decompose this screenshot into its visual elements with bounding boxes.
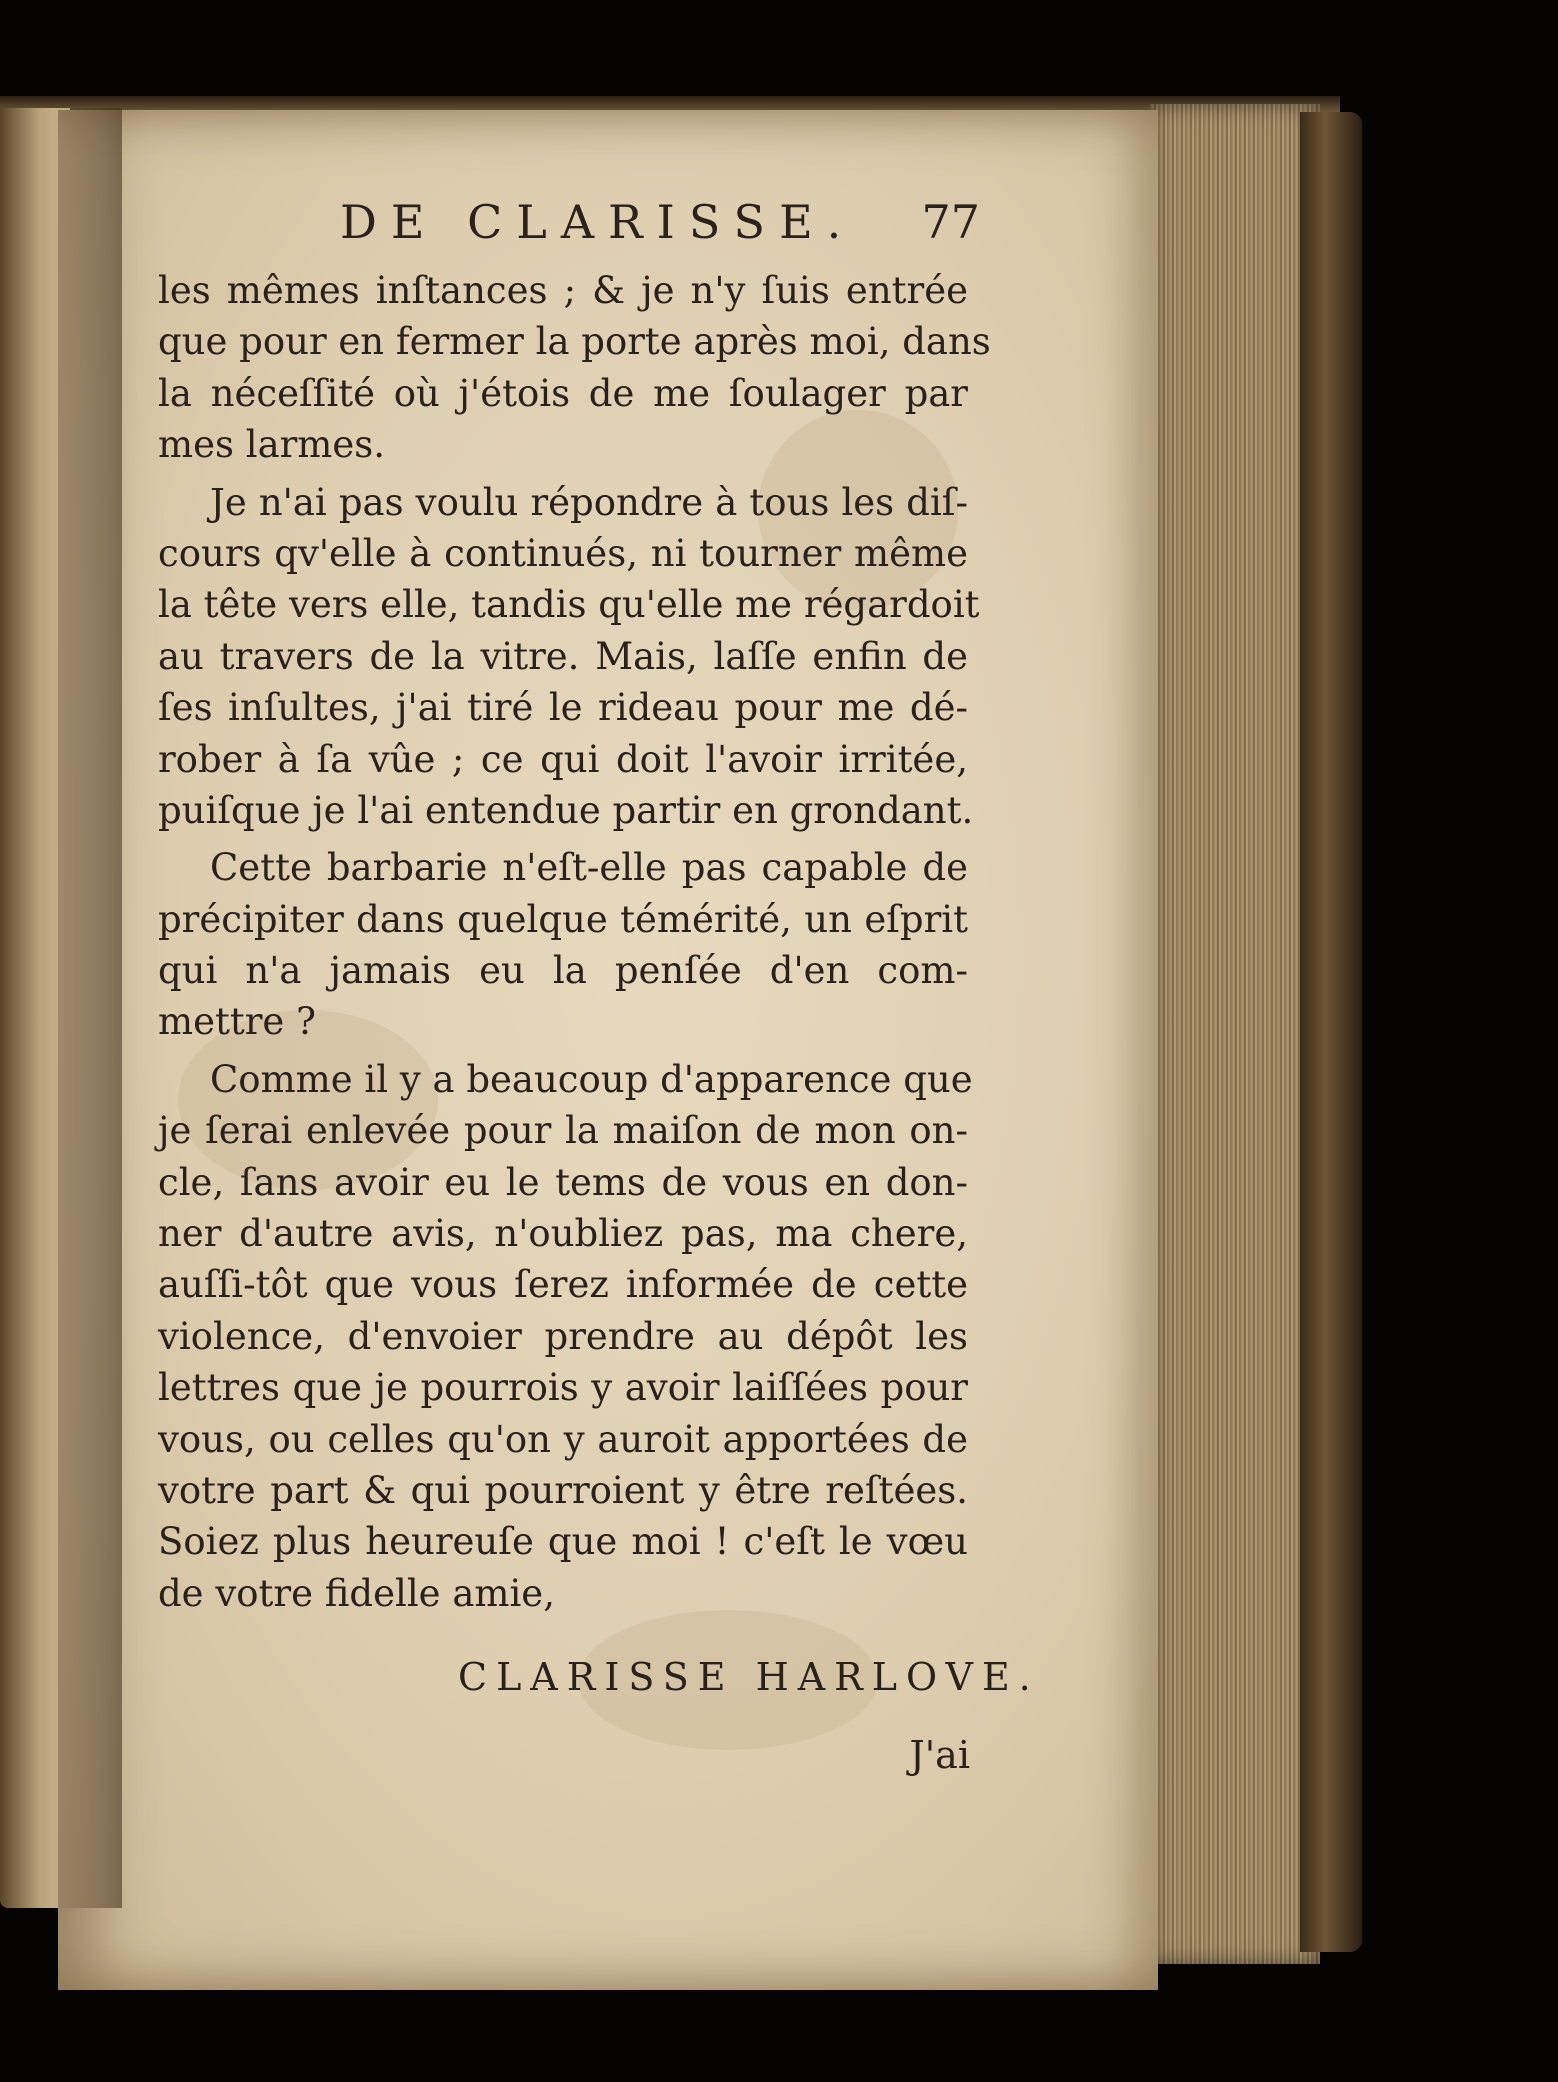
text-line: Je n'ai pas voulu répondre à tous les diſ- (210, 480, 968, 524)
text-line: Soiez plus heureuſe que moi ! c'eſt le vœu (158, 1520, 968, 1564)
text-line: les mêmes inſtances ; & je n'y ſuis entrée (158, 269, 968, 312)
paragraph (158, 265, 991, 471)
text-line: auſſi-tôt que vous ſerez informée de cette (158, 1263, 968, 1307)
text-line: Comme il y a beaucoup d'apparence que (210, 1057, 973, 1101)
text-line: ner d'autre avis, n'oubliez pas, ma chere, (158, 1212, 968, 1256)
text-line: la néceſſité où j'étois de me ſoulager par (158, 371, 968, 415)
text-line: rober à ſa vûe ; ce qui doit l'avoir irritée, (158, 737, 968, 781)
body-text (158, 265, 991, 1619)
text-line: que pour en fermer la porte après moi, dans (158, 320, 991, 364)
text-line: violence, d'envoier prendre au dépôt les (158, 1314, 968, 1358)
text-line: vous, ou celles qu'on y auroit apportées de (158, 1417, 968, 1461)
text-line: je ſerai enlevée pour la maiſon de mon on- (158, 1109, 968, 1153)
paragraph (158, 1054, 973, 1619)
page-header (340, 195, 980, 255)
text-line: la tête vers elle, tandis qu'elle me régardoit (158, 583, 980, 627)
signature: CLARISSE HARLOVE. (458, 1655, 1040, 1699)
text-line: mettre ? (158, 1000, 316, 1044)
text-line: ſes inſultes, j'ai tiré le rideau pour me dé- (158, 686, 968, 730)
text-line: lettres que je pourrois y avoir laiſſées pour (158, 1366, 968, 1410)
page-block-edges (1150, 104, 1320, 1964)
text-line: mes larmes. (158, 423, 386, 467)
text-line: précipiter dans quelque témérité, un eſprit (158, 897, 968, 941)
text-line: qui n'a jamais eu la penſée d'en com- (158, 949, 968, 993)
text-line: Cette barbarie n'eſt-elle pas capable de (210, 846, 968, 890)
text-line: cours qv'elle à continués, ni tourner même (158, 531, 968, 575)
text-line: au travers de la vitre. Mais, laſſe enfin de (158, 634, 968, 678)
page-number: 77 (921, 195, 980, 249)
text-line: votre part & qui pourroient y être reſtées. (158, 1468, 968, 1512)
catchword: J'ai (909, 1733, 970, 1777)
paragraph (158, 842, 968, 1048)
text-line: puiſque je l'ai entendue partir en grondant. (158, 788, 974, 832)
running-head: DE CLARISSE. (340, 195, 856, 249)
gutter-shadow (52, 108, 122, 1908)
text-line: de votre fidelle amie, (158, 1571, 555, 1615)
paragraph (158, 477, 980, 837)
text-line: cle, ſans avoir eu le tems de vous en don- (158, 1160, 968, 1204)
book-binding (1300, 112, 1362, 1952)
